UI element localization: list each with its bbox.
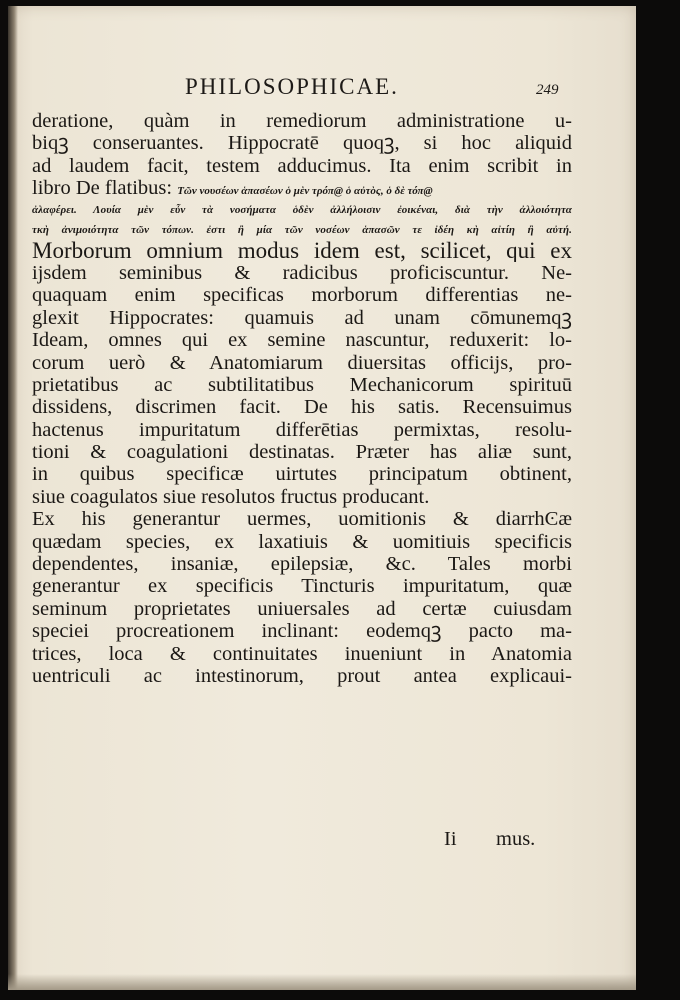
binding-gutter <box>8 6 18 990</box>
text-line: dependentes, insaniæ, epilepsiæ, &c. Tales morbi <box>32 553 572 576</box>
text-line: Morborum omnium modus idem est, scilicet, qui ex <box>32 239 572 262</box>
text-line: Ideam, omnes qui ex semine nascuntur, reduxerit: lo- <box>32 329 572 352</box>
text-line: glexit Hippocrates: quamuis ad unam cōmunemqꝫ <box>32 306 572 329</box>
text-line: corum uerò & Anatomiarum diuersitas officijs, pro- <box>32 351 572 374</box>
text-run: libro De flatibus: <box>32 177 173 200</box>
text-line: hactenus impuritatum differētias permixtas, resolu- <box>32 418 572 441</box>
greek-line: τκὴ ἀνιμοιότητα τῶν τόπων. ἐστι ἢ μία τῶν νοσέων ἁπασῶν τε ἰδέη κὴ αἰτίη ἢ αὐτή. <box>32 223 572 236</box>
page-header <box>8 74 636 104</box>
text-line: ijsdem seminibus & radicibus proficiscuntur. Ne- <box>32 261 572 284</box>
catchword: mus. <box>496 828 536 850</box>
text-line: Ex his generantur uermes, uomitionis & diarrhϾæ <box>32 508 572 531</box>
text-line: deratione, quàm in remediorum administratione u- <box>32 110 572 132</box>
greek-line: ἀλαφέρει. Λουία μὲν εὖν τὰ νοσήματα ὁδὲν ἀλλήλοισιν ἐοικέναι, διὰ τὴν ἀλλοιότητα <box>32 203 572 216</box>
text-line: in quibus specificæ uirtutes principatum obtinent, <box>32 463 572 486</box>
running-head: PHILOSOPHICAE. <box>185 74 399 99</box>
signature-mark: Ii <box>444 828 457 850</box>
text-line: tioni & coagulationi destinatas. Præter has aliæ sunt, <box>32 441 572 464</box>
text-line: dissidens, discrimen facit. De his satis. Recensuimus <box>32 396 572 419</box>
text-line <box>32 177 572 199</box>
book-page <box>8 6 636 990</box>
text-line: quaquam enim specificas morborum differentias ne- <box>32 284 572 307</box>
text-line: generantur ex specificis Tincturis impuritatum, quæ <box>32 575 572 598</box>
text-line: siue coagulatos siue resolutos fructus producant. <box>32 485 430 508</box>
page-bottom-edge <box>8 974 636 990</box>
text-line: seminum proprietates uniuersales ad certæ cuiusdam <box>32 597 572 620</box>
text-line: prietatibus ac subtilitatibus Mechanicorum spirituū <box>32 373 572 396</box>
text-line: biqꝫ conseruantes. Hippocratē quoqꝫ, si hoc aliquid <box>32 132 572 155</box>
text-line: trices, loca & continuitates inueniunt in Anatomia <box>32 642 572 665</box>
text-line: quædam species, ex laxatiuis & uomitiuis specificis <box>32 530 572 553</box>
page-number: 249 <box>536 82 559 98</box>
text-line: uentriculi ac intestinorum, prout antea explicaui- <box>32 664 572 687</box>
text-line: speciei procreationem inclinant: eodemqꝫ pacto ma- <box>32 620 572 643</box>
body-text <box>32 110 572 687</box>
catchline <box>418 828 558 854</box>
text-line: ad laudem facit, testem adducimus. Ita enim scribit in <box>32 154 572 177</box>
greek-quote: Τῶν νουσέων ἁπασέων ὁ μὲν τρόπ@ ὁ αὐτὸς, ὁ δὲ τόπ@ <box>177 185 433 198</box>
